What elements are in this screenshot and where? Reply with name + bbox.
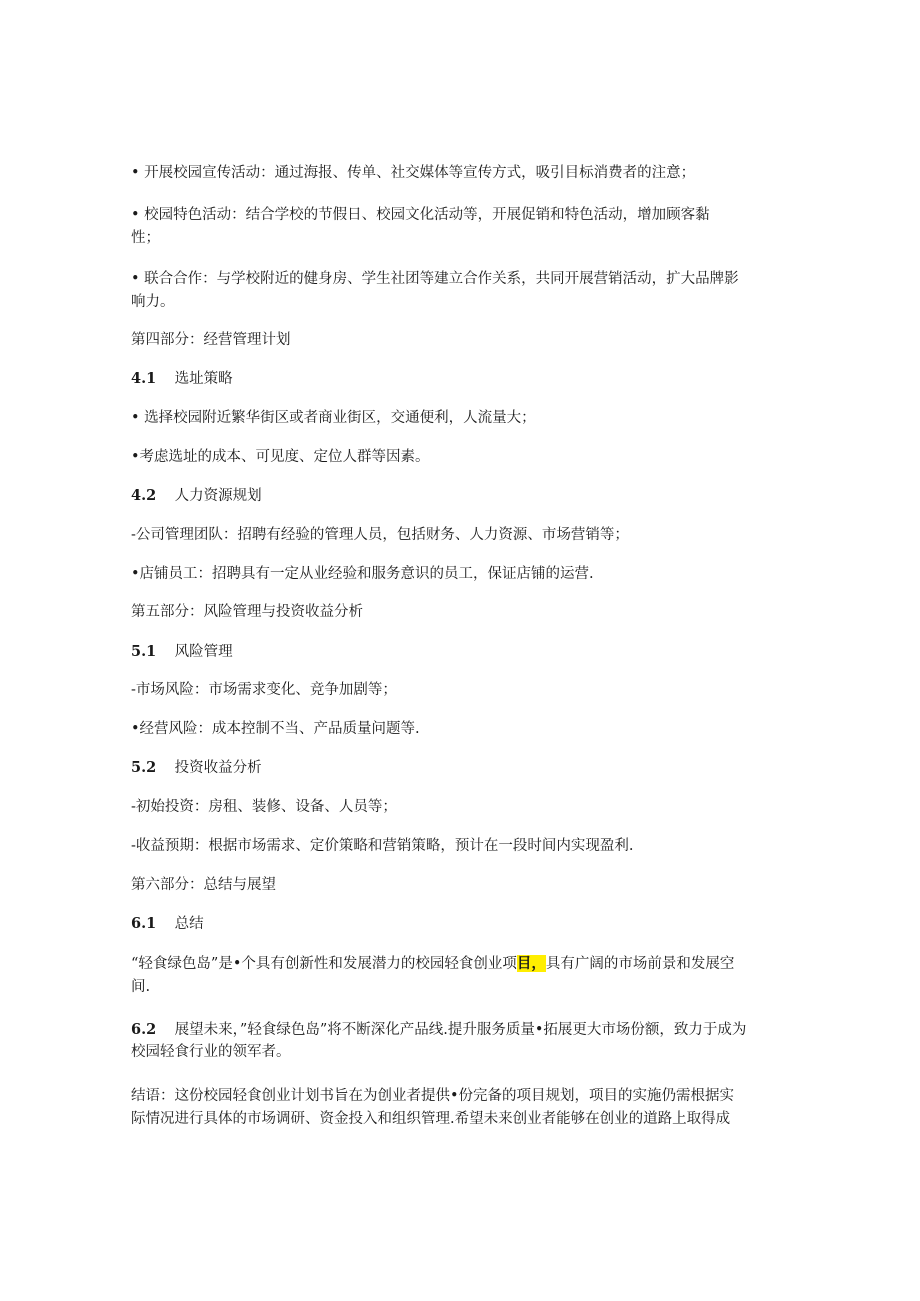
bullet-operation-risk: •经营风险：成本控制不当、产品质量问题等.	[131, 721, 420, 737]
section-5-1-heading	[131, 642, 791, 662]
outlook-text-cont: 校园轻食行业的领军者。	[131, 1044, 291, 1060]
section-title: 总结	[174, 916, 204, 932]
section-6-2-paragraph	[131, 1020, 791, 1040]
section-number: 5.1	[131, 643, 157, 660]
section-4-2-heading	[131, 486, 791, 506]
section-number: 4.2	[131, 487, 157, 504]
bullet-campus-events: • 校园特色活动：结合学校的节假日、校园文化活动等，开展促销和特色活动，增加顾客黏	[131, 207, 710, 223]
section-title: 风险管理	[174, 644, 233, 660]
section-number: 4.1	[131, 370, 157, 387]
section-6-1-heading	[131, 914, 791, 934]
conclusion-line-1: 结语：这份校园轻食创业计划书旨在为创业者提供•份完备的项目规划，项目的实施仍需根据实	[131, 1088, 735, 1104]
section-5-2-heading	[131, 758, 791, 778]
summary-paragraph-line-1	[131, 954, 791, 974]
bullet-initial-investment: -初始投资：房租、装修、设备、人员等；	[131, 799, 397, 815]
summary-text-a: “轻食绿色岛”是•个具有创新性和发展潜力的校园轻食创业项	[131, 956, 517, 972]
section-title: 人力资源规划	[174, 488, 262, 504]
highlighted-text: 目，	[516, 955, 546, 972]
summary-paragraph-line-2: 间.	[131, 979, 151, 995]
bullet-management-team: -公司管理团队：招聘有经验的管理人员，包括财务、人力资源、市场营销等；	[131, 527, 629, 543]
bullet-revenue-expectation: -收益预期：根据市场需求、定价策略和营销策略，预计在一段时间内实现盈利.	[131, 838, 634, 854]
bullet-campus-promotion: • 开展校园宣传活动：通过海报、传单、社交媒体等宣传方式，吸引目标消费者的注意；	[131, 165, 696, 181]
part-four-heading: 第四部分：经营管理计划	[131, 332, 291, 348]
bullet-market-risk: -市场风险：市场需求变化、竞争加剧等；	[131, 682, 397, 698]
section-number: 6.1	[131, 915, 157, 932]
conclusion-line-2: 际情况进行具体的市场调研、资金投入和组织管理.希望未来创业者能够在创业的道路上取得成	[131, 1111, 731, 1127]
bullet-store-staff: •店铺员工：招聘具有一定从业经验和服务意识的员工，保证店铺的运营.	[131, 566, 594, 582]
summary-text-b: 具有广阔的市场前景和发展空	[545, 956, 735, 972]
section-number: 5.2	[131, 759, 157, 776]
bullet-partnership: • 联合合作：与学校附近的健身房、学生社团等建立合作关系，共同开展营销活动，扩大品牌影	[131, 271, 739, 287]
bullet-partnership-cont: 响力。	[131, 294, 175, 310]
section-4-1-heading	[131, 369, 791, 389]
section-title: 投资收益分析	[174, 760, 262, 776]
bullet-campus-events-cont: 性；	[131, 230, 160, 246]
part-six-heading: 第六部分：总结与展望	[131, 877, 276, 893]
section-number: 6.2	[131, 1021, 157, 1038]
bullet-site-selection: • 选择校园附近繁华街区或者商业街区，交通便利，人流量大；	[131, 410, 536, 426]
section-title: 选址策略	[174, 371, 233, 387]
part-five-heading: 第五部分：风险管理与投资收益分析	[131, 604, 363, 620]
outlook-text: 展望未来，”轻食绿色岛”将不断深化产品线.提升服务质量•拓展更大市场份额，致力于成为	[174, 1022, 747, 1038]
bullet-site-factors: •考虑选址的成本、可见度、定位人群等因素。	[131, 449, 430, 465]
